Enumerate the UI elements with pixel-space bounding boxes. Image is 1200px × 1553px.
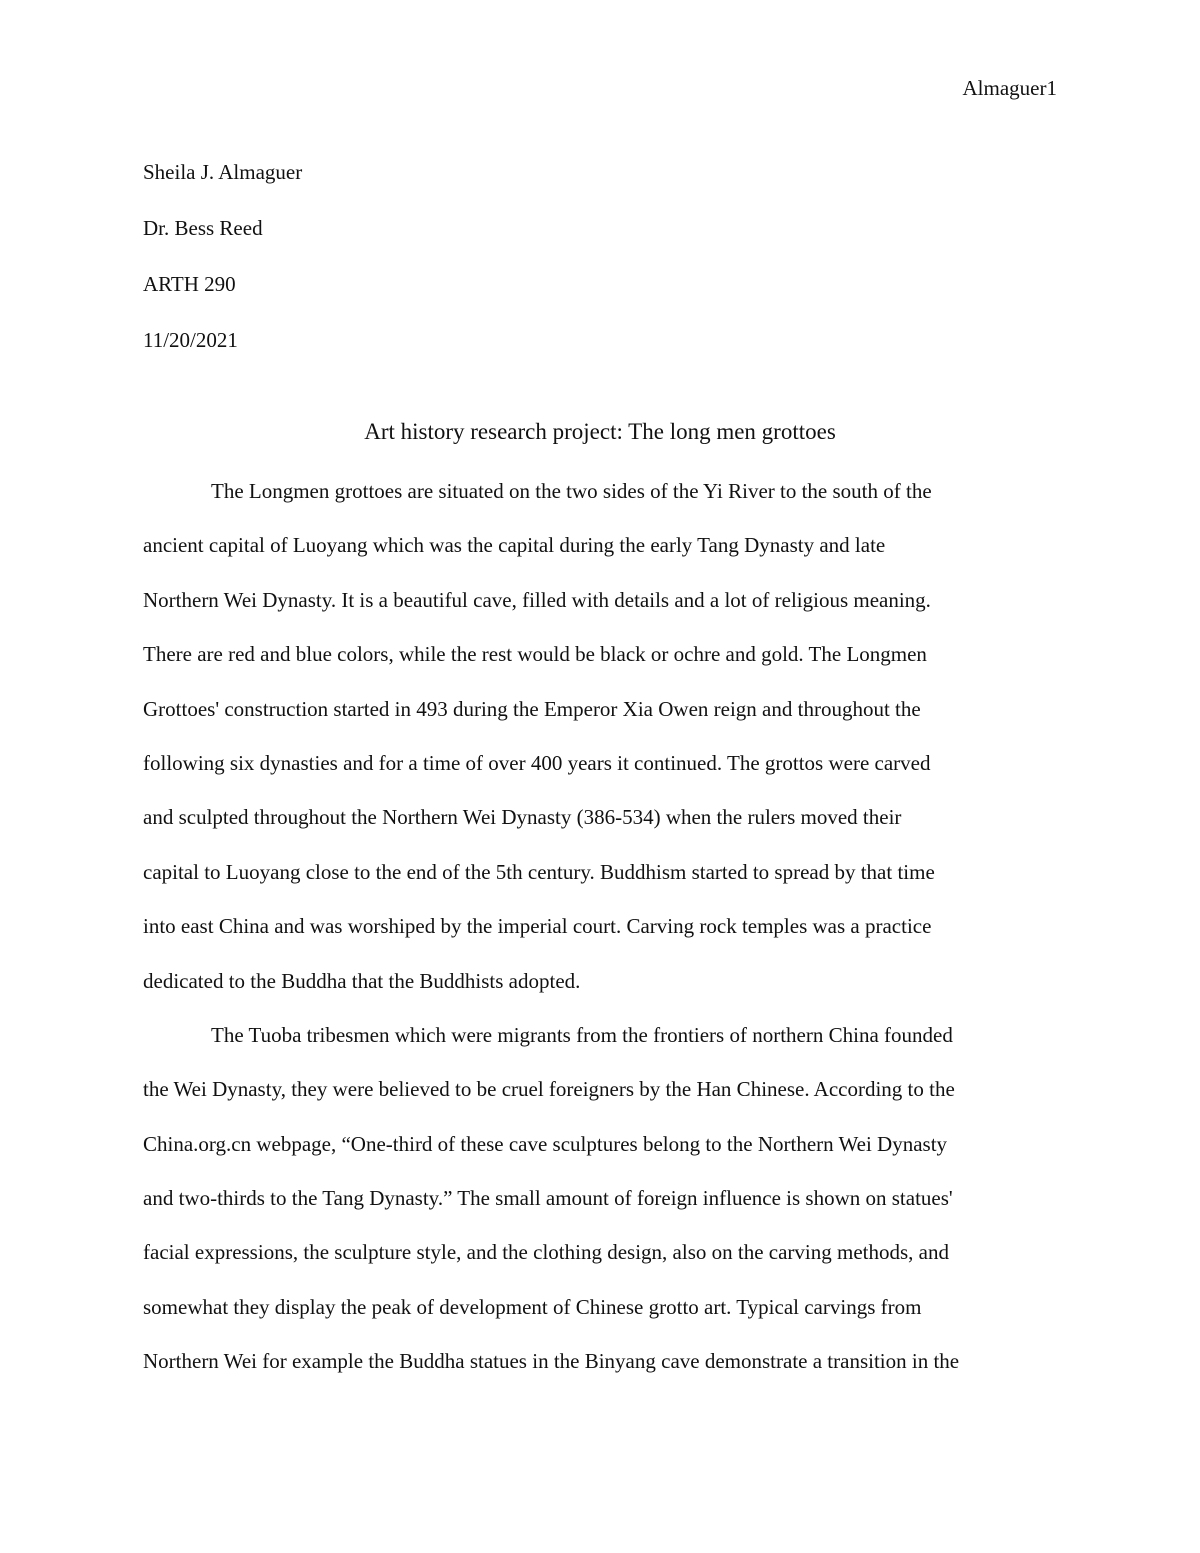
paragraph-2-line: somewhat they display the peak of development of Chinese grotto art. Typical carvings from bbox=[143, 1294, 922, 1319]
heading-block bbox=[143, 144, 1057, 368]
paper-title: Art history research project: The long men grottoes bbox=[364, 419, 836, 444]
paragraph-2-line: facial expressions, the sculpture style, and the clothing design, also on the carving methods, and bbox=[143, 1240, 949, 1265]
paragraph-1-line: following six dynasties and for a time of over 400 years it continued. The grottos were carved bbox=[143, 750, 931, 775]
course-name: ARTH 290 bbox=[143, 272, 236, 296]
paragraph-2-line: Northern Wei for example the Buddha statues in the Binyang cave demonstrate a transition in the bbox=[143, 1349, 960, 1374]
paragraph-1-line: ancient capital of Luoyang which was the capital during the early Tang Dynasty and late bbox=[143, 533, 886, 558]
paragraph-2-line: The Tuoba tribesmen which were migrants from the frontiers of northern China founded bbox=[211, 1022, 953, 1047]
body-text bbox=[143, 477, 1057, 1402]
paragraph-1-line: capital to Luoyang close to the end of the 5th century. Buddhism started to spread by that time bbox=[143, 859, 935, 884]
date: 11/20/2021 bbox=[143, 328, 238, 352]
author-name: Sheila J. Almaguer bbox=[143, 160, 303, 184]
paragraph-1-line: There are red and blue colors, while the rest would be black or ochre and gold. The Longmen bbox=[143, 642, 927, 667]
running-head: Almaguer1 bbox=[962, 76, 1057, 100]
paragraph-2-line: and two-thirds to the Tang Dynasty.” The small amount of foreign influence is shown on statues' bbox=[143, 1186, 953, 1211]
paragraph-1-line: The Longmen grottoes are situated on the two sides of the Yi River to the south of the bbox=[211, 479, 932, 503]
instructor-name: Dr. Bess Reed bbox=[143, 216, 263, 240]
paragraph-1-line: dedicated to the Buddha that the Buddhists adopted. bbox=[143, 968, 581, 993]
paragraph-1-line: Grottoes' construction started in 493 during the Emperor Xia Owen reign and throughout the bbox=[143, 696, 921, 721]
paragraph-2-line: China.org.cn webpage, “One-third of these cave sculptures belong to the Northern Wei Dynasty bbox=[143, 1131, 948, 1156]
paragraph-1-line: Northern Wei Dynasty. It is a beautiful cave, filled with details and a lot of religious meaning. bbox=[143, 587, 931, 612]
paragraph-2-line: the Wei Dynasty, they were believed to be cruel foreigners by the Han Chinese. According to the bbox=[143, 1077, 955, 1102]
paragraph-1-line: and sculpted throughout the Northern Wei Dynasty (386-534) when the rulers moved their bbox=[143, 805, 902, 830]
paragraph-1-line: into east China and was worshiped by the imperial court. Carving rock temples was a practice bbox=[143, 914, 932, 939]
